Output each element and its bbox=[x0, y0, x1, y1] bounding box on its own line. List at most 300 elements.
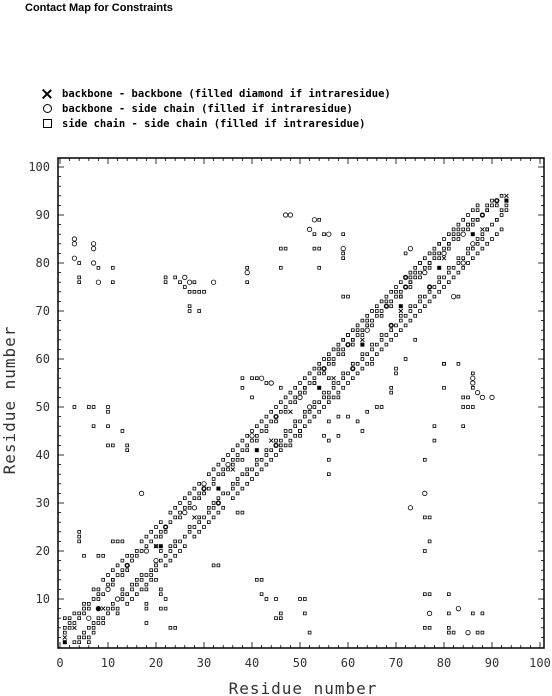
circle-point bbox=[87, 616, 91, 620]
square-point bbox=[92, 406, 95, 409]
square-point bbox=[188, 290, 191, 293]
square-point bbox=[495, 199, 498, 202]
square-point bbox=[111, 444, 114, 447]
square-point bbox=[260, 593, 263, 596]
square-point bbox=[385, 300, 388, 303]
square-point bbox=[217, 511, 220, 514]
square-point bbox=[371, 358, 374, 361]
square-point bbox=[318, 266, 321, 269]
square-point bbox=[131, 598, 134, 601]
square-point bbox=[111, 602, 114, 605]
square-point bbox=[342, 338, 345, 341]
square-point bbox=[366, 314, 369, 317]
square-point bbox=[236, 444, 239, 447]
square-point bbox=[467, 223, 470, 226]
square-point bbox=[327, 358, 330, 361]
square-point bbox=[471, 218, 474, 221]
square-point bbox=[102, 622, 105, 625]
circle-point bbox=[183, 510, 187, 514]
square-point bbox=[159, 521, 162, 524]
square-point bbox=[111, 569, 114, 572]
square-point bbox=[222, 506, 225, 509]
square-point bbox=[342, 348, 345, 351]
square-point bbox=[390, 300, 393, 303]
square-point bbox=[284, 444, 287, 447]
square-point bbox=[452, 228, 455, 231]
square-point bbox=[97, 617, 100, 620]
square-point bbox=[308, 372, 311, 375]
square-point bbox=[179, 502, 182, 505]
y-tick-label: 80 bbox=[35, 256, 50, 270]
square-point bbox=[356, 372, 359, 375]
square-point bbox=[164, 281, 167, 284]
square-point bbox=[260, 430, 263, 433]
square-point bbox=[73, 612, 76, 615]
square-point bbox=[83, 636, 86, 639]
square-point bbox=[404, 314, 407, 317]
square-point bbox=[111, 578, 114, 581]
circle-point bbox=[471, 381, 475, 385]
square-point bbox=[375, 353, 378, 356]
square-point bbox=[284, 410, 287, 413]
square-point bbox=[126, 593, 129, 596]
square-point bbox=[155, 578, 158, 581]
square-point bbox=[231, 497, 234, 500]
square-point bbox=[294, 386, 297, 389]
square-point bbox=[404, 324, 407, 327]
square-point bbox=[428, 593, 431, 596]
square-point bbox=[227, 492, 230, 495]
square-point bbox=[428, 540, 431, 543]
square-point bbox=[476, 218, 479, 221]
square-point bbox=[428, 252, 431, 255]
square-point bbox=[428, 262, 431, 265]
square-point bbox=[279, 266, 282, 269]
square-point bbox=[476, 204, 479, 207]
square-point bbox=[395, 286, 398, 289]
square-point bbox=[150, 574, 153, 577]
square-point bbox=[486, 242, 489, 245]
square-point bbox=[380, 348, 383, 351]
square-point bbox=[399, 314, 402, 317]
square-point bbox=[126, 449, 129, 452]
square-point bbox=[83, 602, 86, 605]
square-point bbox=[78, 617, 81, 620]
square-point bbox=[443, 238, 446, 241]
square-point bbox=[313, 406, 316, 409]
cross-point bbox=[72, 626, 76, 630]
square-point bbox=[327, 473, 330, 476]
square-point bbox=[246, 482, 249, 485]
square-point bbox=[78, 276, 81, 279]
square-point bbox=[193, 526, 196, 529]
square-point bbox=[356, 420, 359, 423]
square-point bbox=[471, 386, 474, 389]
square-point bbox=[299, 391, 302, 394]
square-point bbox=[299, 598, 302, 601]
square-point bbox=[107, 607, 110, 610]
square-point bbox=[198, 290, 201, 293]
square-point bbox=[443, 386, 446, 389]
square-point bbox=[380, 406, 383, 409]
square-point bbox=[203, 487, 206, 490]
square-point bbox=[92, 631, 95, 634]
square-point bbox=[438, 281, 441, 284]
square-point bbox=[366, 362, 369, 365]
legend-label: backbone - backbone (filled diamond if intraresidue) bbox=[62, 87, 391, 100]
square-point bbox=[260, 420, 263, 423]
square-point bbox=[308, 631, 311, 634]
square-point bbox=[395, 372, 398, 375]
square-point bbox=[423, 305, 426, 308]
square-point bbox=[169, 626, 172, 629]
square-point bbox=[481, 233, 484, 236]
square-point bbox=[169, 545, 172, 548]
square-point bbox=[87, 641, 90, 644]
x-tick-label: 40 bbox=[244, 656, 260, 670]
circle-point bbox=[226, 462, 230, 466]
square-point bbox=[251, 478, 254, 481]
square-point bbox=[279, 449, 282, 452]
square-point bbox=[404, 358, 407, 361]
square-point bbox=[447, 612, 450, 615]
square-point bbox=[73, 622, 76, 625]
square-point bbox=[423, 257, 426, 260]
square-point bbox=[308, 410, 311, 413]
square-point bbox=[467, 406, 470, 409]
square-point bbox=[447, 233, 450, 236]
square-point bbox=[145, 588, 148, 591]
y-tick-label: 20 bbox=[35, 544, 50, 558]
y-tick-label: 10 bbox=[35, 592, 50, 606]
square-point bbox=[491, 204, 494, 207]
circle-point bbox=[298, 395, 302, 399]
square-point bbox=[390, 290, 393, 293]
circle-point bbox=[183, 275, 187, 279]
square-point bbox=[145, 607, 148, 610]
y-tick-label: 60 bbox=[35, 352, 50, 366]
square-point bbox=[255, 377, 258, 380]
x-tick-label: 90 bbox=[484, 656, 500, 670]
square-point bbox=[318, 401, 321, 404]
square-point bbox=[145, 622, 148, 625]
circle-point bbox=[451, 294, 455, 298]
cross-point bbox=[231, 467, 235, 471]
square-point bbox=[236, 492, 239, 495]
square-point bbox=[236, 482, 239, 485]
square-point bbox=[246, 434, 249, 437]
square-point bbox=[486, 228, 489, 231]
square-point bbox=[423, 458, 426, 461]
square-point bbox=[63, 631, 66, 634]
square-point bbox=[198, 310, 201, 313]
square-point bbox=[433, 295, 436, 298]
square-point bbox=[419, 300, 422, 303]
square-point bbox=[179, 550, 182, 553]
circle-point bbox=[423, 270, 427, 274]
cross-point bbox=[332, 376, 336, 380]
square-point bbox=[102, 593, 105, 596]
square-point bbox=[380, 314, 383, 317]
square-point bbox=[337, 434, 340, 437]
square-point bbox=[361, 319, 364, 322]
square-point bbox=[342, 295, 345, 298]
square-point bbox=[375, 314, 378, 317]
square-point bbox=[414, 305, 417, 308]
square-point bbox=[303, 612, 306, 615]
square-point bbox=[265, 598, 268, 601]
square-point bbox=[438, 252, 441, 255]
square-point bbox=[351, 329, 354, 332]
square-point bbox=[342, 233, 345, 236]
square-point bbox=[174, 540, 177, 543]
square-point bbox=[505, 204, 508, 207]
circle-point bbox=[91, 261, 95, 265]
square-point bbox=[169, 511, 172, 514]
circle-point bbox=[202, 482, 206, 486]
square-point bbox=[289, 439, 292, 442]
square-point bbox=[222, 458, 225, 461]
square-point bbox=[275, 415, 278, 418]
square-point bbox=[279, 247, 282, 250]
square-point bbox=[217, 564, 220, 567]
square-point bbox=[366, 319, 369, 322]
square-point bbox=[289, 401, 292, 404]
square-point bbox=[294, 425, 297, 428]
square-point bbox=[116, 612, 119, 615]
square-point bbox=[395, 334, 398, 337]
square-point bbox=[251, 377, 254, 380]
square-point bbox=[303, 415, 306, 418]
square-point bbox=[457, 262, 460, 265]
cross-point bbox=[442, 256, 446, 260]
square-point bbox=[217, 473, 220, 476]
square-point bbox=[361, 329, 364, 332]
square-point bbox=[438, 290, 441, 293]
square-point bbox=[87, 626, 90, 629]
square-point bbox=[164, 564, 167, 567]
square-point bbox=[332, 386, 335, 389]
square-point bbox=[207, 506, 210, 509]
square-point bbox=[241, 377, 244, 380]
square-point bbox=[351, 367, 354, 370]
square-point bbox=[414, 338, 417, 341]
y-tick-label: 90 bbox=[35, 208, 50, 222]
square-point bbox=[92, 598, 95, 601]
square-point bbox=[251, 396, 254, 399]
square-point bbox=[443, 247, 446, 250]
square-point bbox=[107, 583, 110, 586]
square-point bbox=[270, 458, 273, 461]
square-point bbox=[423, 626, 426, 629]
square-point bbox=[332, 348, 335, 351]
square-point bbox=[423, 516, 426, 519]
square-point bbox=[140, 550, 143, 553]
square-point bbox=[155, 535, 158, 538]
square-point bbox=[399, 290, 402, 293]
square-point bbox=[414, 266, 417, 269]
square-point bbox=[193, 535, 196, 538]
square-point bbox=[481, 238, 484, 241]
square-point bbox=[251, 468, 254, 471]
circle-point bbox=[211, 280, 215, 284]
square-point bbox=[399, 295, 402, 298]
square-point bbox=[399, 319, 402, 322]
square-point bbox=[164, 554, 167, 557]
square-point bbox=[452, 631, 455, 634]
square-point bbox=[390, 391, 393, 394]
square-point bbox=[500, 214, 503, 217]
square-point bbox=[419, 276, 422, 279]
square-point bbox=[299, 434, 302, 437]
x-tick-label: 10 bbox=[100, 656, 116, 670]
square-point bbox=[198, 521, 201, 524]
square-point bbox=[164, 276, 167, 279]
square-point bbox=[222, 468, 225, 471]
square-point bbox=[164, 526, 167, 529]
square-point bbox=[260, 578, 263, 581]
cross-point bbox=[399, 309, 403, 313]
square-point bbox=[111, 607, 114, 610]
square-point bbox=[303, 386, 306, 389]
circle-point bbox=[259, 376, 263, 380]
square-point bbox=[270, 420, 273, 423]
square-point bbox=[476, 252, 479, 255]
square-point bbox=[433, 257, 436, 260]
square-point bbox=[486, 209, 489, 212]
square-point bbox=[169, 559, 172, 562]
square-point bbox=[121, 430, 124, 433]
square-point bbox=[308, 382, 311, 385]
square-point bbox=[361, 334, 364, 337]
circle-point bbox=[91, 242, 95, 246]
square-point bbox=[347, 334, 350, 337]
square-point bbox=[174, 626, 177, 629]
square-point bbox=[155, 526, 158, 529]
square-point bbox=[303, 598, 306, 601]
square-point bbox=[159, 593, 162, 596]
square-point bbox=[111, 583, 114, 586]
square-point bbox=[289, 444, 292, 447]
square-point bbox=[193, 290, 196, 293]
square-point bbox=[366, 324, 369, 327]
square-point bbox=[183, 286, 186, 289]
cross-point bbox=[101, 607, 105, 611]
filled-square-point bbox=[255, 448, 259, 452]
square-point bbox=[390, 386, 393, 389]
square-point bbox=[471, 223, 474, 226]
square-point bbox=[371, 319, 374, 322]
square-point bbox=[183, 506, 186, 509]
square-point bbox=[159, 607, 162, 610]
square-point bbox=[327, 391, 330, 394]
filled-square-point bbox=[216, 487, 220, 491]
square-point bbox=[236, 458, 239, 461]
square-point bbox=[371, 343, 374, 346]
square-point bbox=[265, 382, 268, 385]
square-point bbox=[236, 511, 239, 514]
square-point bbox=[193, 281, 196, 284]
square-point bbox=[438, 242, 441, 245]
square-point bbox=[323, 434, 326, 437]
circle-point bbox=[480, 395, 484, 399]
x-tick-label: 100 bbox=[529, 656, 551, 670]
square-point bbox=[140, 540, 143, 543]
square-point bbox=[327, 396, 330, 399]
square-point bbox=[131, 588, 134, 591]
square-point bbox=[265, 454, 268, 457]
square-point bbox=[299, 430, 302, 433]
square-point bbox=[327, 401, 330, 404]
square-point bbox=[395, 324, 398, 327]
square-point bbox=[452, 276, 455, 279]
square-point bbox=[462, 406, 465, 409]
square-point bbox=[423, 593, 426, 596]
square-point bbox=[428, 262, 431, 265]
square-point bbox=[419, 262, 422, 265]
square-point bbox=[145, 602, 148, 605]
square-point bbox=[188, 305, 191, 308]
square-point bbox=[164, 598, 167, 601]
square-point bbox=[318, 218, 321, 221]
square-point bbox=[227, 454, 230, 457]
square-point bbox=[102, 554, 105, 557]
square-point bbox=[135, 550, 138, 553]
square-point bbox=[188, 526, 191, 529]
square-point bbox=[236, 454, 239, 457]
square-point bbox=[246, 468, 249, 471]
circle-point bbox=[475, 390, 479, 394]
circle-point bbox=[490, 395, 494, 399]
chart-title: Contact Map for Constraints bbox=[25, 2, 173, 14]
square-point bbox=[375, 305, 378, 308]
cross-point bbox=[269, 439, 273, 443]
cross-point bbox=[360, 338, 364, 342]
square-point bbox=[150, 530, 153, 533]
square-point bbox=[452, 233, 455, 236]
square-point bbox=[351, 338, 354, 341]
square-point bbox=[323, 406, 326, 409]
square-point bbox=[380, 334, 383, 337]
square-point bbox=[342, 338, 345, 341]
square-point bbox=[126, 564, 129, 567]
square-point bbox=[395, 367, 398, 370]
square-point bbox=[457, 233, 460, 236]
square-point bbox=[217, 463, 220, 466]
square-point bbox=[78, 281, 81, 284]
square-point bbox=[390, 324, 393, 327]
square-point bbox=[371, 310, 374, 313]
square-point bbox=[371, 362, 374, 365]
square-point bbox=[294, 401, 297, 404]
square-point bbox=[97, 266, 100, 269]
square-point bbox=[347, 372, 350, 375]
square-point bbox=[423, 295, 426, 298]
square-point bbox=[164, 607, 167, 610]
square-point bbox=[92, 588, 95, 591]
square-point bbox=[241, 449, 244, 452]
square-point bbox=[275, 598, 278, 601]
square-point bbox=[433, 252, 436, 255]
square-point bbox=[131, 559, 134, 562]
square-point bbox=[318, 367, 321, 370]
square-point bbox=[332, 382, 335, 385]
square-point bbox=[342, 353, 345, 356]
square-point bbox=[313, 367, 316, 370]
square-point bbox=[135, 578, 138, 581]
square-point bbox=[174, 276, 177, 279]
square-point bbox=[433, 425, 436, 428]
